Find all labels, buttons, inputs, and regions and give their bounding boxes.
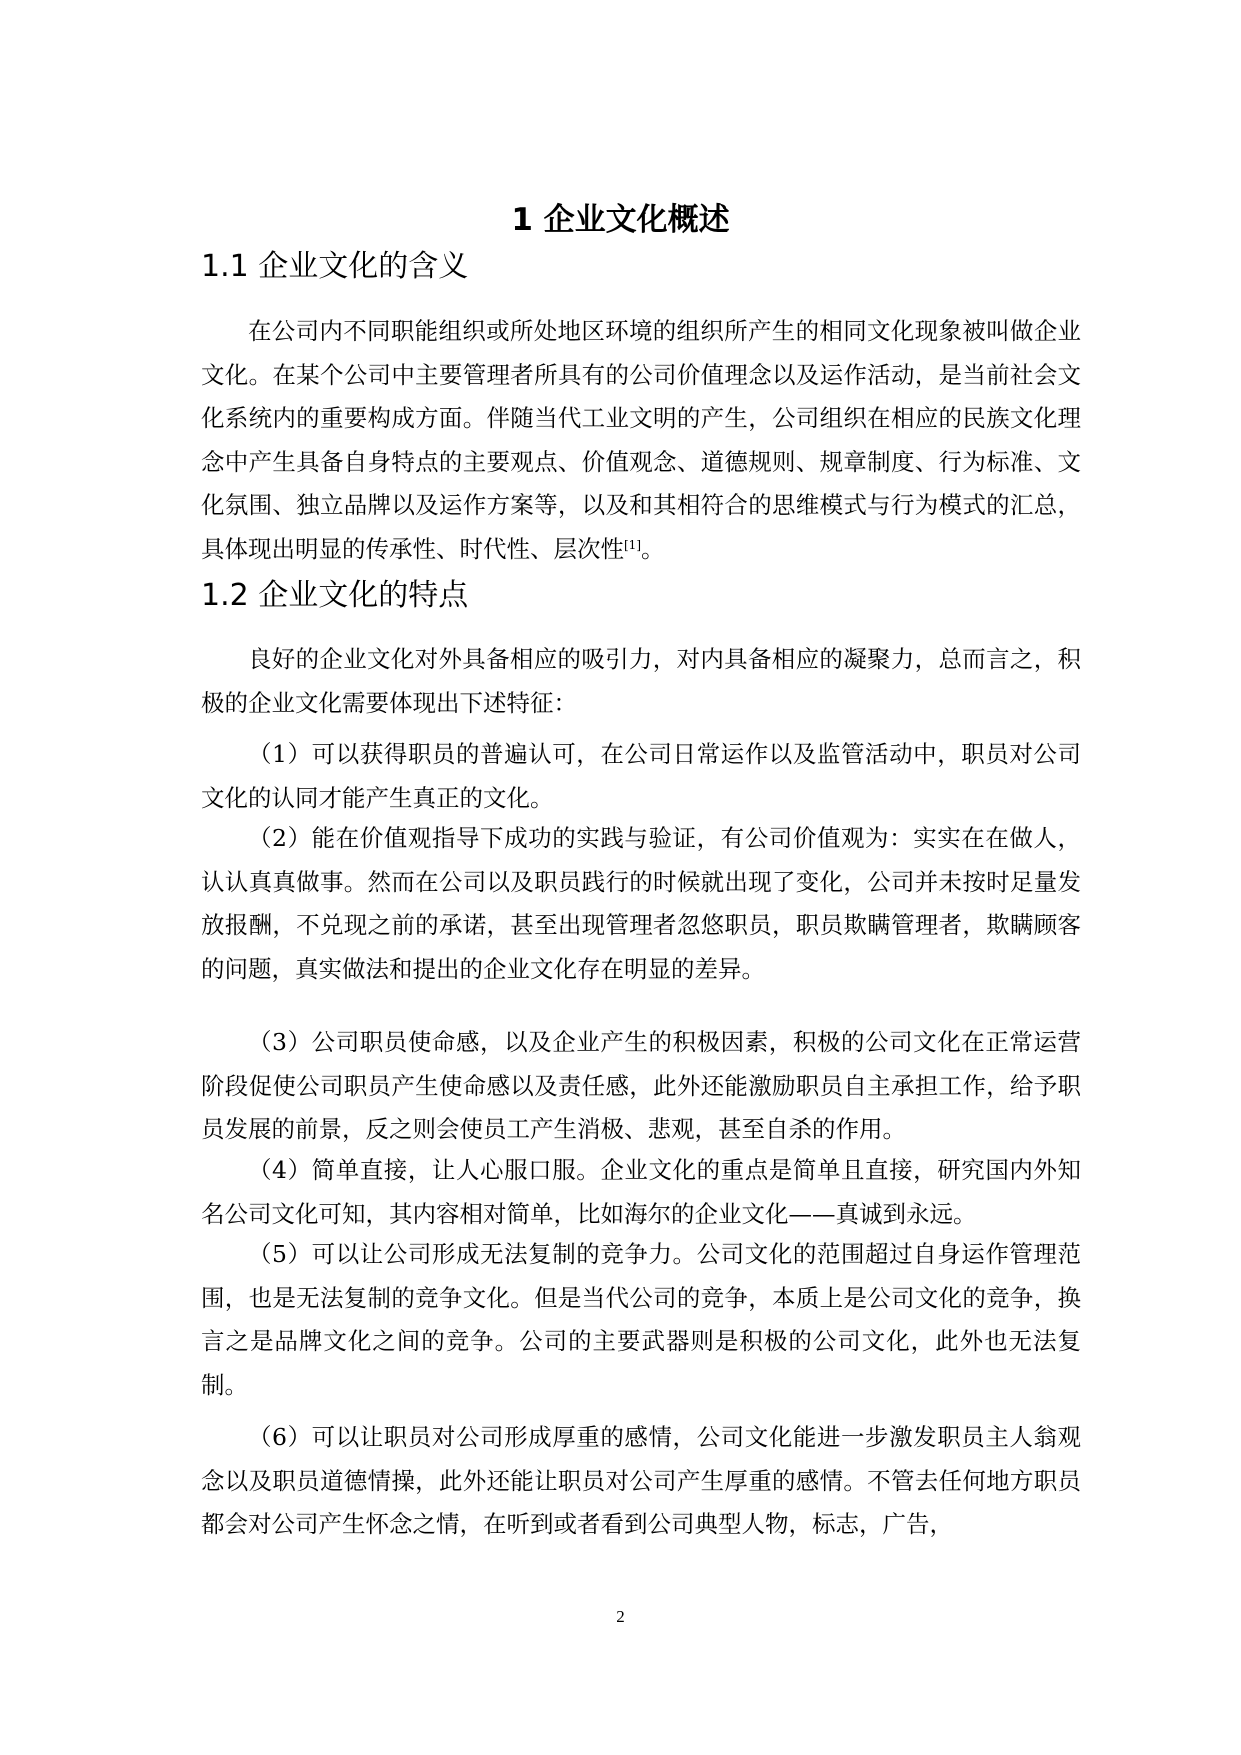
section-1-2-intro: 良好的企业文化对外具备相应的吸引力，对内具备相应的凝聚力，总而言之，积极的企业文化需要体现出下述特征：: [201, 645, 1081, 717]
feature-item-5: （5）可以让公司形成无法复制的竞争力。公司文化的范围超过自身运作管理范围，也是无法复制的竞争文化。但是当代公司的竞争，本质上是公司文化的竞争，换言之是品牌文化之间的竞争。公司的主要武器则是积极的公司文化，此外也无法复制。: [201, 1240, 1081, 1399]
chapter-title: 1 企业文化概述: [511, 202, 730, 238]
section-title-1-1: 1.1 企业文化的含义: [201, 249, 469, 284]
section-1-1-paragraph: [201, 310, 1081, 571]
feature-item-1: （1）可以获得职员的普遍认可，在公司日常运作以及监管活动中，职员对公司文化的认同才能产生真正的文化。: [201, 740, 1081, 812]
feature-item-3: （3）公司职员使命感，以及企业产生的积极因素，积极的公司文化在正常运营阶段促使公司职员产生使命感以及责任感，此外还能激励职员自主承担工作，给予职员发展的前景，反之则会使员工产生消极、悲观，甚至自杀的作用。: [201, 1028, 1081, 1143]
feature-item-2: （2）能在价值观指导下成功的实践与验证，有公司价值观为：实实在在做人，认认真真做事。然而在公司以及职员践行的时候就出现了变化，公司并未按时足量发放报酬，不兑现之前的承诺，甚至出现管理者忽悠职员，职员欺瞒管理者，欺瞒顾客的问题，真实做法和提出的企业文化存在明显的差异。: [201, 824, 1081, 983]
citation-reference[interactable]: [1]: [624, 537, 641, 552]
page-number: 2: [616, 1607, 625, 1626]
paragraph-text: 在公司内不同职能组织或所处地区环境的组织所产生的相同文化现象被叫做企业文化。在某个公司中主要管理者所具有的公司价值理念以及运作活动，是当前社会文化系统内的重要构成方面。伴随当代工业文明的产生，公司组织在相应的民族文化理念中产生具备自身特点的主要观点、价值观念、道德规则、规章制度、行为标准、文化氛围、独立品牌以及运作方案等，以及和其相符合的思维模式与行为模式的汇总，具体现出明显的传承性、时代性、层次性: [201, 317, 1081, 563]
paragraph-end: 。: [641, 534, 665, 563]
feature-item-4: （4）简单直接，让人心服口服。企业文化的重点是简单且直接，研究国内外知名公司文化可知，其内容相对简单，比如海尔的企业文化——真诚到永远。: [201, 1156, 1081, 1228]
feature-item-6: （6）可以让职员对公司形成厚重的感情，公司文化能进一步激发职员主人翁观念以及职员道德情操，此外还能让职员对公司产生厚重的感情。不管去任何地方职员都会对公司产生怀念之情，在听到或者看到公司典型人物，标志，广告，: [201, 1423, 1081, 1538]
section-title-1-2: 1.2 企业文化的特点: [201, 578, 469, 613]
